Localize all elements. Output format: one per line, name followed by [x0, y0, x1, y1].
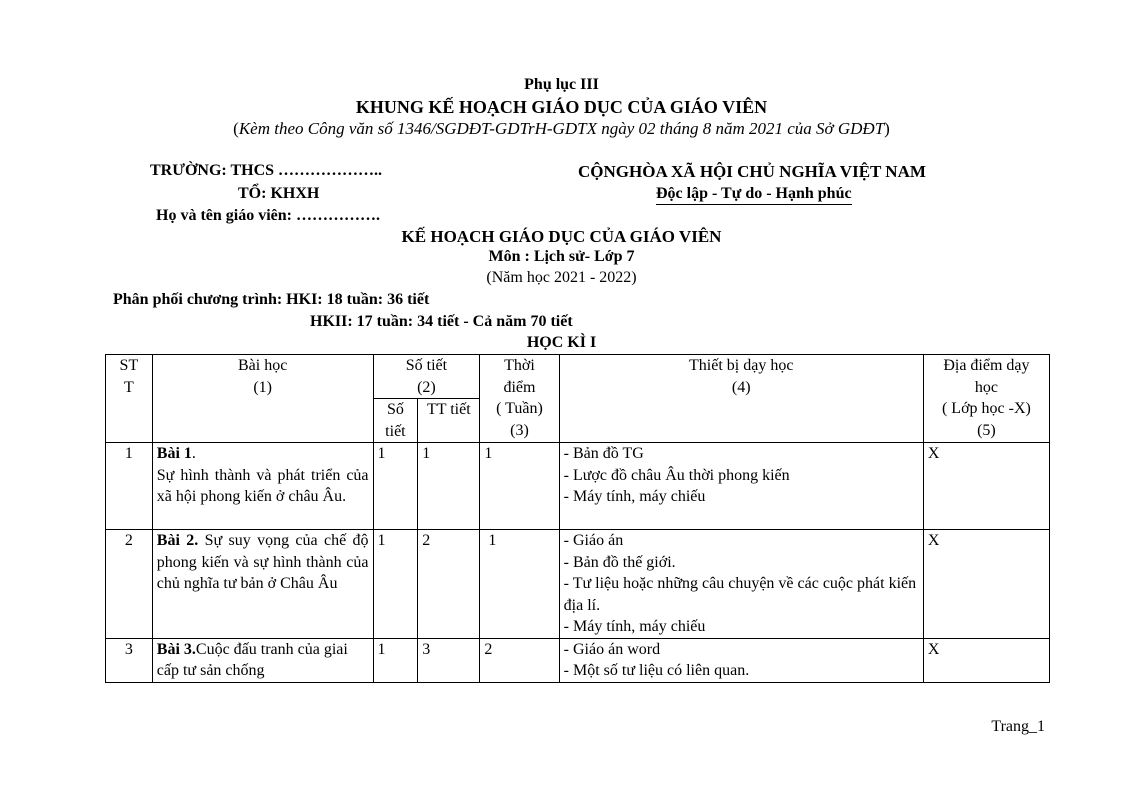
appendix-label: Phụ lục III: [524, 76, 599, 93]
lesson-number: Bài 2.: [156, 532, 199, 549]
reference-open: (: [233, 119, 239, 138]
row-period-count: 1: [373, 530, 418, 639]
term-heading: HỌC KÌ I: [526, 334, 597, 351]
country-name: CỘNGHÒA XÃ HỘI CHỦ NGHĨA VIỆT NAM: [578, 162, 926, 181]
row-lesson: [152, 443, 373, 530]
row-period-count: 1: [373, 443, 418, 530]
row-stt: 2: [106, 530, 153, 639]
national-motto: Độc lập - Tự do - Hạnh phúc: [656, 185, 852, 205]
header-place: Địa điểm dạy học ( Lớp học -X) (5): [923, 355, 1049, 443]
row-lesson: [152, 638, 373, 682]
group-name: TỔ: KHXH: [238, 185, 320, 202]
row-equipment: - Bản đồ TG - Lược đồ châu Âu thời phong kiến - Máy tính, máy chiếu: [559, 443, 923, 530]
school-year: (Năm học 2021 - 2022): [486, 269, 637, 286]
main-title: KHUNG KẾ HOẠCH GIÁO DỤC CỦA GIÁO VIÊN: [355, 97, 768, 117]
header-equipment: Thiết bị dạy học (4): [559, 355, 923, 443]
header-periods: Số tiết (2): [373, 355, 480, 399]
row-week: 1: [480, 443, 559, 530]
reference-line: [0, 119, 1123, 139]
table-row: [106, 443, 1050, 530]
row-stt: 1: [106, 443, 153, 530]
header-lesson: Bài học (1): [152, 355, 373, 443]
lesson-title: Cuộc đấu tranh của giai cấp tư sản chống: [156, 640, 348, 679]
reference-close: ): [884, 119, 890, 138]
row-lesson: [152, 530, 373, 639]
row-equipment: - Giáo án word - Một số tư liệu có liên quan.: [559, 638, 923, 682]
table-row: [106, 638, 1050, 682]
distribution-hk1: Phân phối chương trình: HKI: 18 tuần: 36 tiết: [113, 291, 430, 308]
lesson-title: Sự suy vọng của chế độ phong kiến và sự hình thành của chủ nghĩa tư bản ở Châu Âu: [156, 532, 369, 592]
teacher-name: Họ và tên giáo viên: …………….: [156, 207, 380, 224]
header-stt: ST T: [106, 355, 153, 443]
subject-line: Môn : Lịch sử- Lớp 7: [488, 248, 635, 265]
page-number: Trang_1: [991, 718, 1045, 735]
lesson-number: Bài 1: [156, 445, 192, 462]
reference-text: Kèm theo Công văn số 1346/SGDĐT-GDTrH-GDTX ngày 02 tháng 8 năm 2021 của Sở GDĐT: [238, 119, 885, 138]
row-period-tt: 2: [418, 530, 480, 639]
lesson-title: . Sự hình thành và phát triển của xã hội phong kiến ở châu Âu.: [156, 445, 369, 505]
row-week: 2: [480, 638, 559, 682]
header-time: Thời điểm ( Tuần) (3): [480, 355, 559, 443]
lesson-number: Bài 3.: [156, 640, 196, 658]
plan-title: KẾ HOẠCH GIÁO DỤC CỦA GIÁO VIÊN: [401, 227, 722, 246]
row-place: X: [923, 443, 1049, 530]
row-place: X: [923, 638, 1049, 682]
school-name: TRƯỜNG: THCS ………………..: [150, 162, 383, 179]
row-week: 1: [480, 530, 559, 639]
row-period-tt: 1: [418, 443, 480, 530]
row-period-count: 1: [373, 638, 418, 682]
header-periods-tt: TT tiết: [418, 399, 480, 443]
row-period-tt: 3: [418, 638, 480, 682]
table-row: [106, 530, 1050, 639]
row-equipment: - Giáo án - Bản đồ thế giới. - Tư liệu hoặc những câu chuyện về các cuộc phát kiến địa lí. - Máy tính, máy chiếu: [559, 530, 923, 639]
plan-table: [105, 354, 1050, 683]
header-periods-count: Số tiết: [373, 399, 418, 443]
distribution-hk2: HKII: 17 tuần: 34 tiết - Cả năm 70 tiết: [310, 313, 573, 330]
row-place: X: [923, 530, 1049, 639]
row-stt: 3: [106, 638, 153, 682]
